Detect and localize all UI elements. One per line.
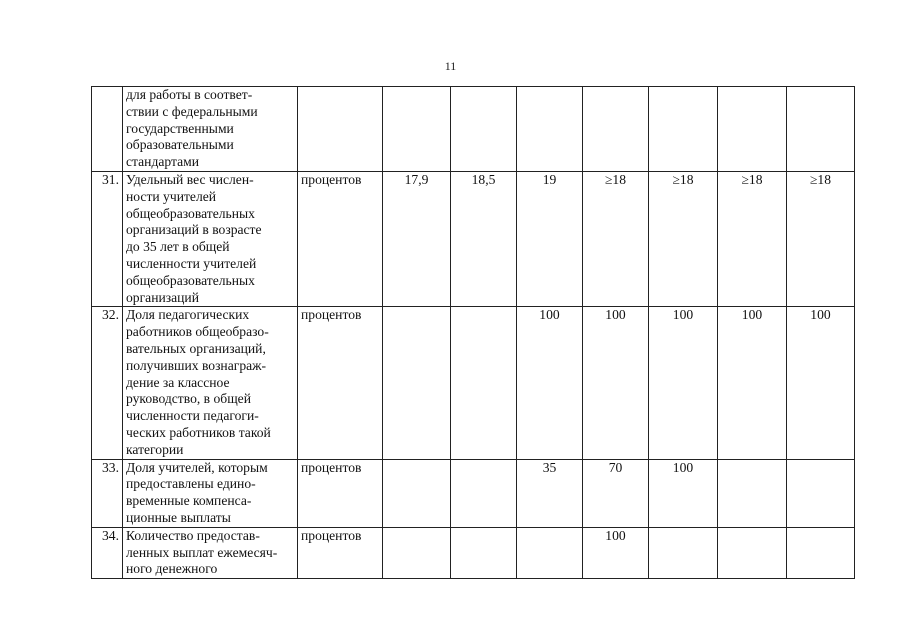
description-line: Количество предостав- xyxy=(126,527,260,543)
indicator-description xyxy=(123,527,298,578)
description-line: ленных выплат ежемесяч- xyxy=(126,544,278,560)
value-cell xyxy=(787,527,855,578)
table-row xyxy=(92,307,855,459)
row-number: 32. xyxy=(92,307,123,459)
description-line: общеобразовательных xyxy=(126,272,255,288)
value-text: 100 xyxy=(605,527,626,543)
table-body xyxy=(92,87,855,579)
value-text: 100 xyxy=(810,307,831,323)
table-row xyxy=(92,171,855,306)
description-line: численности педагоги- xyxy=(126,408,259,424)
value-text: ≥18 xyxy=(809,171,832,187)
value-cell xyxy=(718,459,787,527)
value-text: 70 xyxy=(608,459,623,475)
description-line: организаций xyxy=(126,289,199,305)
description-line: предоставлены едино- xyxy=(126,476,256,492)
value-cell xyxy=(718,527,787,578)
value-cell xyxy=(649,171,718,306)
value-text: 17,9 xyxy=(404,171,429,187)
value-cell xyxy=(451,459,517,527)
description-line: ционные выплаты xyxy=(126,509,231,525)
value-cell xyxy=(383,459,451,527)
value-cell xyxy=(383,171,451,306)
value-text: 100 xyxy=(605,307,626,323)
value-cell xyxy=(583,307,649,459)
value-text: 18,5 xyxy=(471,171,496,187)
value-cell xyxy=(383,87,451,172)
value-cell xyxy=(649,459,718,527)
row-number: 34. xyxy=(92,527,123,578)
description-line: для работы в соответ- xyxy=(126,87,253,102)
description-line: ности учителей xyxy=(126,188,217,204)
table-row xyxy=(92,459,855,527)
value-text: 19 xyxy=(542,171,557,187)
description-line: численности учителей xyxy=(126,255,257,271)
description-line: стандартами xyxy=(126,154,200,170)
value-cell xyxy=(718,307,787,459)
value-text: 35 xyxy=(542,459,557,475)
value-cell xyxy=(451,527,517,578)
value-text: ≥18 xyxy=(604,171,627,187)
indicator-description xyxy=(123,459,298,527)
value-cell xyxy=(517,171,583,306)
value-text: 100 xyxy=(672,307,694,323)
value-cell xyxy=(451,87,517,172)
description-line: руководство, в общей xyxy=(126,391,251,407)
description-line: ствии с федеральными xyxy=(126,103,258,119)
description-line: работников общеобразо- xyxy=(126,324,269,340)
page-number: 11 xyxy=(444,59,457,73)
unit-of-measure: процентов xyxy=(298,459,383,527)
description-line: организаций в возрасте xyxy=(126,222,262,238)
value-cell xyxy=(787,171,855,306)
description-line: государственными xyxy=(126,120,234,136)
description-line: получивших вознаграж- xyxy=(126,357,267,373)
value-cell xyxy=(383,527,451,578)
description-line: до 35 лет в общей xyxy=(126,239,230,255)
description-line: вательных организаций, xyxy=(126,340,266,356)
value-cell xyxy=(787,307,855,459)
value-cell xyxy=(451,171,517,306)
table-row xyxy=(92,527,855,578)
unit-of-measure: процентов xyxy=(298,307,383,459)
value-text: ≥18 xyxy=(741,171,763,187)
value-cell xyxy=(583,171,649,306)
value-cell xyxy=(517,527,583,578)
value-cell xyxy=(649,307,718,459)
description-line: образовательными xyxy=(126,137,234,153)
description-line: общеобразовательных xyxy=(126,205,255,221)
value-cell xyxy=(583,459,649,527)
value-cell xyxy=(517,307,583,459)
description-line: категории xyxy=(126,441,184,457)
description-line: Удельный вес числен- xyxy=(126,171,254,187)
unit-of-measure xyxy=(298,87,383,172)
value-cell xyxy=(718,87,787,172)
value-cell xyxy=(718,171,787,306)
description-line: Доля учителей, которым xyxy=(126,459,268,475)
value-text: ≥18 xyxy=(672,171,694,187)
value-cell xyxy=(451,307,517,459)
unit-of-measure: процентов xyxy=(298,171,383,306)
value-cell xyxy=(517,87,583,172)
indicator-description xyxy=(123,171,298,306)
value-cell xyxy=(517,459,583,527)
description-line: Доля педагогических xyxy=(126,307,250,323)
description-line: дение за классное xyxy=(126,374,230,390)
row-number xyxy=(92,87,123,172)
indicator-description xyxy=(123,87,298,172)
value-cell xyxy=(583,527,649,578)
description-line: временные компенса- xyxy=(126,493,252,509)
value-cell xyxy=(583,87,649,172)
table-row xyxy=(92,87,855,172)
value-cell xyxy=(383,307,451,459)
value-cell xyxy=(787,87,855,172)
description-line: ного денежного xyxy=(126,561,218,577)
indicator-description xyxy=(123,307,298,459)
row-number: 31. xyxy=(92,171,123,306)
value-text: 100 xyxy=(741,307,763,323)
unit-of-measure: процентов xyxy=(298,527,383,578)
value-cell xyxy=(649,87,718,172)
value-text: 100 xyxy=(539,307,560,323)
row-number: 33. xyxy=(92,459,123,527)
indicators-table xyxy=(91,86,855,579)
value-cell xyxy=(649,527,718,578)
value-cell xyxy=(787,459,855,527)
value-text: 100 xyxy=(672,459,694,475)
description-line: ческих работников такой xyxy=(126,424,271,440)
